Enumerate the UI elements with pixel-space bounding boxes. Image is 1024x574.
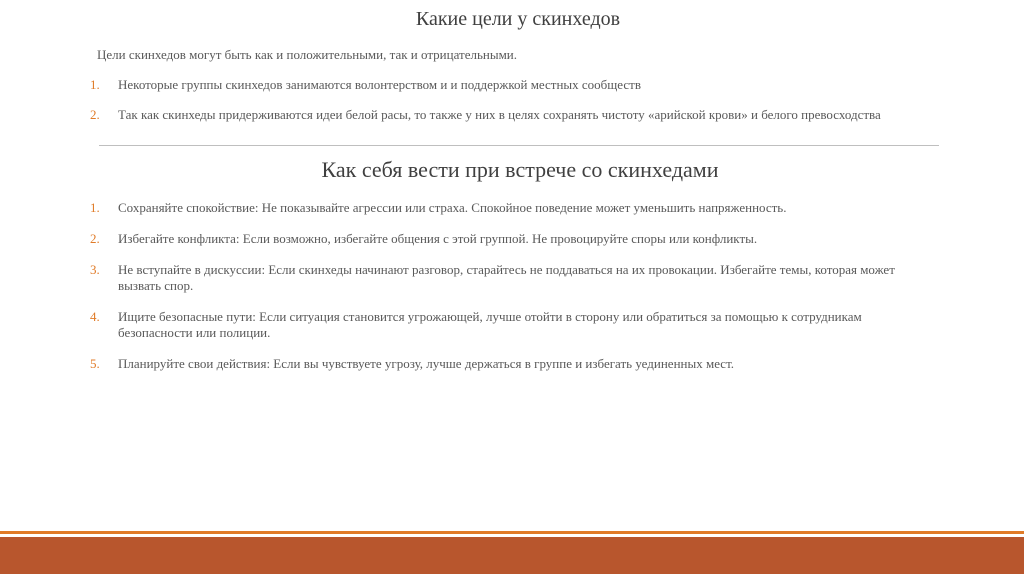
- list-item: [90, 262, 908, 294]
- list-item: [90, 77, 908, 93]
- list-item: [90, 231, 908, 247]
- list-item: [90, 200, 908, 216]
- list-number: 2.: [90, 231, 100, 246]
- list-item-text: Не вступайте в дискуссии: Если скинхеды начинают разговор, старайтесь не поддаваться на их провокации. Избегайте темы, которая может вызвать спор.: [118, 262, 895, 293]
- section1-intro: Цели скинхедов могут быть как и положительными, так и отрицательными.: [97, 47, 518, 62]
- section1-title: Какие цели у скинхедов: [415, 8, 621, 30]
- behavior-list: [90, 200, 908, 387]
- goals-list: [90, 77, 908, 137]
- list-item-text: Так как скинхеды придерживаются идеи белой расы, то также у них в целях сохранять чистоту «арийской крови» и белого превосходства: [118, 107, 881, 122]
- list-number: 3.: [90, 262, 100, 277]
- list-number: 2.: [90, 107, 100, 122]
- section-divider: [99, 145, 939, 146]
- list-item: [90, 309, 908, 341]
- list-item: [90, 107, 908, 123]
- footer-band: [0, 537, 1024, 574]
- list-item-text: Некоторые группы скинхедов занимаются волонтерством и и поддержкой местных сообществ: [118, 77, 641, 92]
- footer-accent-line: [0, 531, 1024, 534]
- list-item: [90, 356, 908, 372]
- list-number: 1.: [90, 77, 100, 92]
- list-number: 1.: [90, 200, 100, 215]
- list-item-text: Планируйте свои действия: Если вы чувствуете угрозу, лучше держаться в группе и избегать уединенных мест.: [118, 356, 735, 371]
- list-number: 4.: [90, 309, 100, 324]
- list-item-text: Сохраняйте спокойствие: Не показывайте агрессии или страха. Спокойное поведение может уменьшить напряженность.: [118, 200, 787, 215]
- list-item-text: Избегайте конфликта: Если возможно, избегайте общения с этой группой. Не провоцируйте споры или конфликты.: [118, 231, 758, 246]
- list-item-text: Ищите безопасные пути: Если ситуация становится угрожающей, лучше отойти в сторону или обратиться за помощью к сотрудникам безопасности или полиции.: [118, 309, 862, 340]
- section2-title: Как себя вести при встрече со скинхедами: [321, 157, 719, 182]
- list-number: 5.: [90, 356, 100, 371]
